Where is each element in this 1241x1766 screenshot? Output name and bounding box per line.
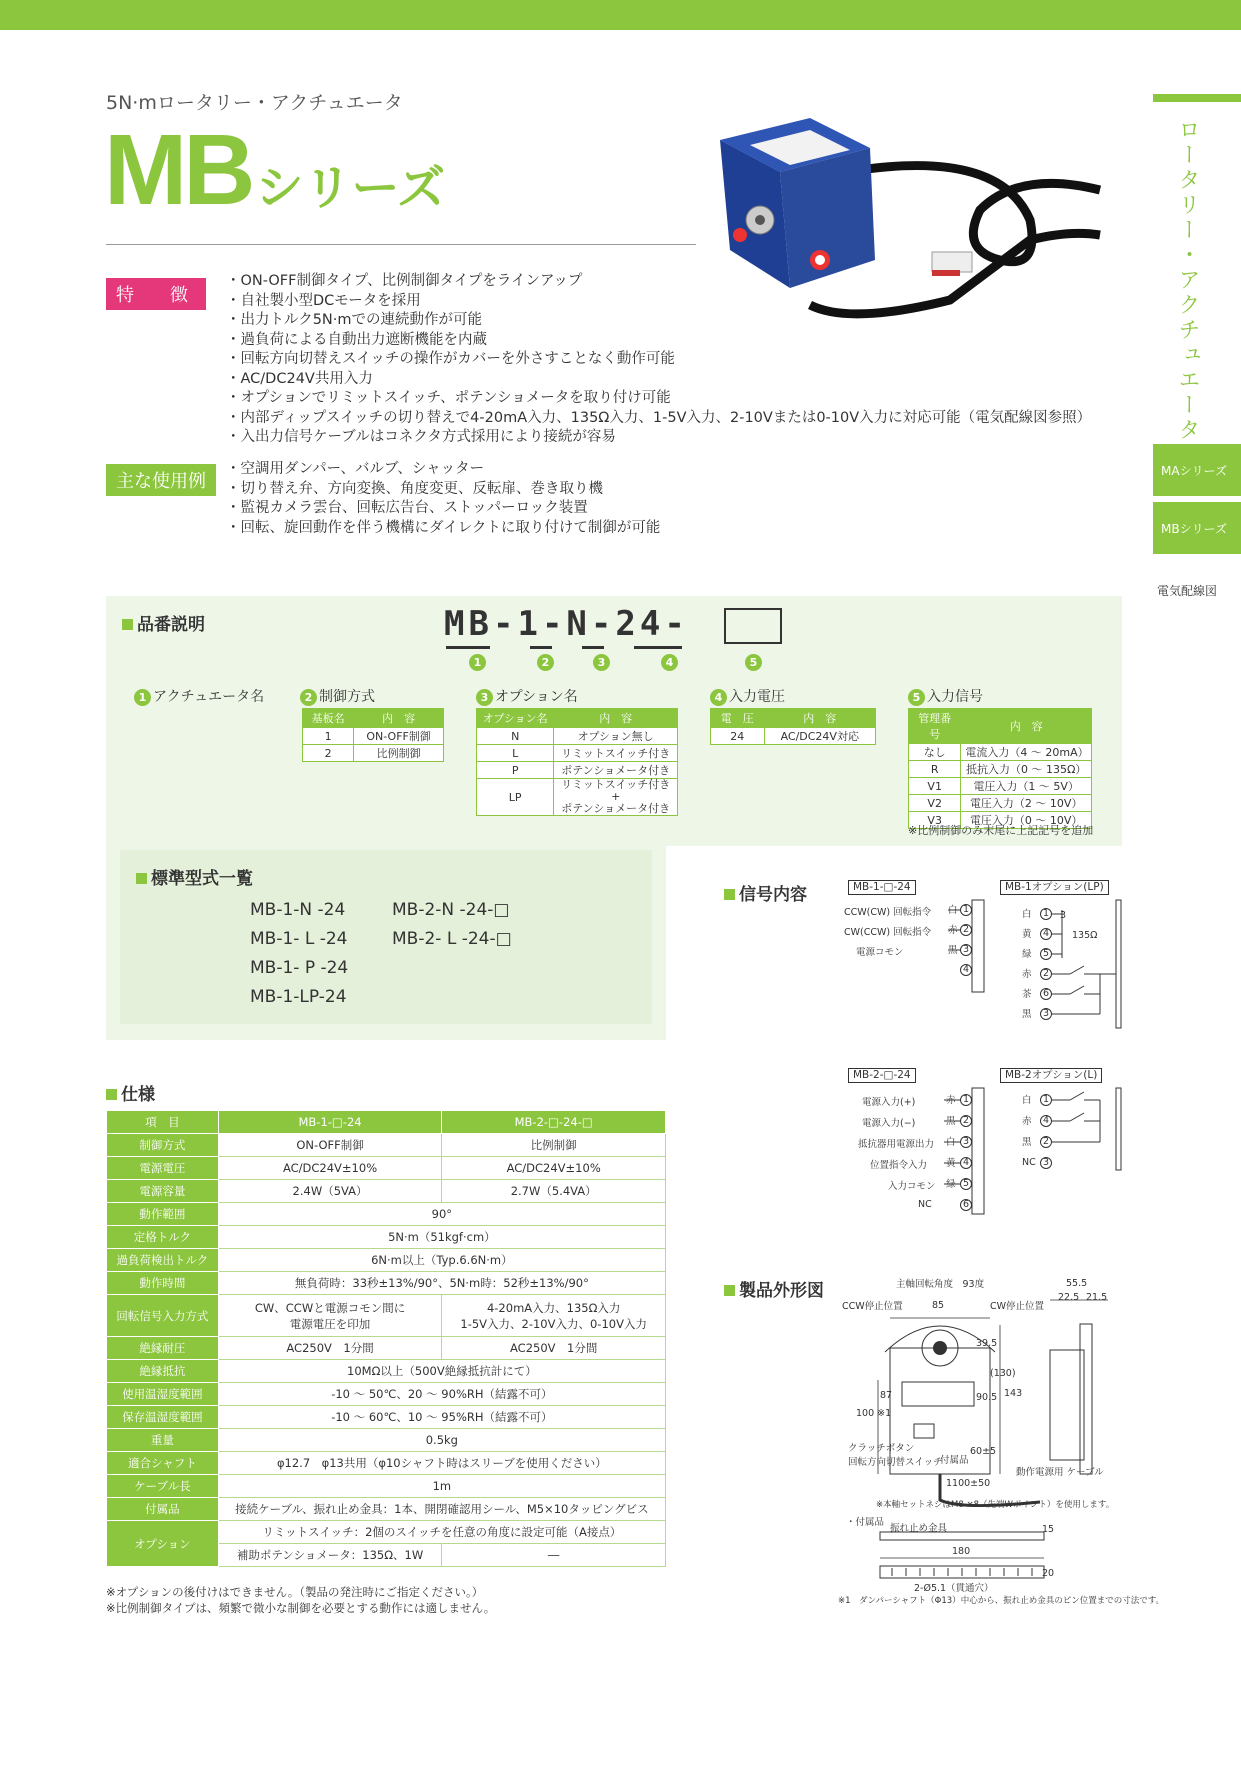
use-item: ・ 監視カメラ雲台、回転広告台、ストッパーロック装置: [226, 499, 660, 519]
use-item: ・ 切り替え弁、方向変換、角度変更、反転扉、巻き取り機: [226, 480, 660, 500]
mb1-label: CCW(CW) 回転指令: [844, 907, 932, 918]
dim: 143: [1004, 1388, 1023, 1399]
outline-foot: ※1 ダンパーシャフト（Φ13）中心から、振れ止め金具のピン位置までの寸法です。: [838, 1596, 1165, 1606]
wire-color: 黒: [1022, 1009, 1032, 1020]
side-rule: [1153, 94, 1241, 102]
top-bar: [0, 0, 1241, 30]
page-subtitle: 5N·mロータリー・アクチュエータ: [106, 92, 403, 114]
mb2-label: NC: [918, 1199, 932, 1210]
pin-num: 5: [963, 1178, 970, 1189]
use-item: ・ 空調用ダンパー、バルブ、シャッター: [226, 460, 660, 480]
voltage-table: 電 圧 内 容 24 AC/DC24V対応: [710, 708, 876, 745]
side-vertical-title: ロータリー・アクチュエータ: [1175, 118, 1200, 443]
outline-acc-head: ・付属品: [846, 1517, 885, 1528]
wire-color: 緑: [1022, 949, 1032, 960]
dim: 85: [932, 1300, 945, 1311]
outline-bracket: 振れ止め金具: [890, 1523, 948, 1534]
series-main: MB: [104, 114, 252, 226]
mb2-opt-schematic: [1000, 1084, 1122, 1174]
wire-color: 赤: [948, 925, 958, 936]
pin-num: 4: [963, 964, 970, 975]
std-model: MB-2-N -24-□: [392, 900, 510, 920]
uses-label: 主な使用例: [106, 464, 216, 496]
pn-num-1: 1: [469, 654, 486, 671]
pin-num: 3: [1043, 1157, 1050, 1168]
actuator-title: 1 アクチュエータ名: [134, 686, 264, 706]
feature-item: ・ AC/DC24V共用入力: [226, 370, 1091, 390]
wire-color: 白: [948, 905, 958, 916]
wire-color: 茶: [1022, 989, 1032, 1000]
feature-item: ・ 自社製小型DCモータを採用: [226, 292, 1091, 312]
dim: 55.5: [1066, 1278, 1088, 1289]
signals-heading: 信号内容: [724, 880, 807, 905]
pn-underline: [582, 646, 604, 649]
mb2-label: 位置指令入力: [870, 1160, 928, 1171]
std-model: MB-1-N -24: [250, 900, 346, 920]
pin-num: 4: [1043, 928, 1050, 939]
wire-color: 黄: [946, 1158, 956, 1169]
wire-color: 黄: [1022, 929, 1032, 940]
pn-underline: [530, 646, 552, 649]
pin-num: 1: [1043, 908, 1050, 919]
uses-list: [226, 460, 660, 538]
outline-cable: 動作電源用 ケーブル: [1016, 1467, 1104, 1478]
wire-color: 白: [1022, 1095, 1032, 1106]
wire-color: 赤: [946, 1095, 956, 1106]
signal-table: 管理番号 内 容 なし 電流入力（4 ～ 20mA） R 抵抗入力（0 ～ 135Ω） V1 電圧入力（1 ～ 5V） V2 電圧入力（2 ～ 10V） V3 電圧入力（0 ～ 10V）: [908, 708, 1092, 829]
spec-table: 項 目 MB-1-□-24 MB-2-□-24-□ 制御方式 ON-OFF制御 比例制御 電源電圧 AC/DC24V±10% AC/DC24V±10% 電源容量 2.4W（5VA） 2.7W（5.4VA） 動作範囲 90° 定格トルク 5N·m（51kgf·cm） 過負荷検出トルク 6N·m以上（Typ.6.6N·m） 動作時間 無負荷時：33秒±13%/90°、5N·m時：52秒±13%/90° 回転信号入力方式 CW、CCWと電源コモン間に 電源電圧を印加 4-20mA入力、135Ω入力 1-5V入力、2-10V入力、0-10V入力 絶縁耐圧 AC250V 1分間 AC250V 1分間 絶縁抵抗 10MΩ以上（500V絶縁抵抗計にて） 使用温湿度範囲 -10 ～ 50℃、20 ～ 90%RH（結露不可） 保存温湿度範囲 -10 ～ 60℃、10 ～ 95%RH（結露不可） 重量 0.5kg 適合シャフト φ12.7 φ13共用（φ10シャフト時はスリーブを使用ください） ケーブル長 1m 付属品 接続ケーブル、振れ止め金具：1本、開閉確認用シール、M5×10タッピングビス オプション リミットスイッチ：2個のスイッチを任意の角度に設定可能（A接点） 補助ポテンショメータ：135Ω、1W ―: [106, 1110, 666, 1567]
pn-num-2: 2: [537, 654, 554, 671]
mb1-label: 電源コモン: [856, 947, 904, 958]
pin-num: 2: [1043, 968, 1050, 979]
std-model: MB-1- L -24: [250, 929, 348, 949]
part-number-code: M B - 1 - N - 2 4 -: [444, 604, 689, 644]
control-table: 基板名 内 容 1 ON-OFF制御 2 比例制御: [302, 708, 444, 762]
tab-mb-series[interactable]: MBシリーズ: [1153, 502, 1241, 554]
std-model: MB-1- P -24: [250, 958, 349, 978]
title-rule: [106, 244, 696, 245]
outline-ccw: CCW停止位置: [842, 1301, 903, 1312]
link-wiring[interactable]: 電気配線図: [1157, 583, 1218, 598]
dim: 15: [1042, 1524, 1055, 1535]
pin-num: 2: [1043, 1136, 1050, 1147]
outline-angle: 主軸回転角度 93度: [896, 1279, 985, 1290]
wire-color: 白: [1022, 909, 1032, 920]
dim: 1100±50: [946, 1478, 991, 1489]
option-title: 3 オプション名: [476, 686, 578, 706]
pin-num: 1: [963, 1094, 970, 1105]
part-number-blank-box: [724, 608, 782, 644]
std-model: MB-1-LP-24: [250, 987, 347, 1007]
part-number-heading: 品番説明: [122, 610, 205, 635]
mb2-opt-box: MB-2オプション(L): [1000, 1068, 1102, 1083]
use-item: ・ 回転、旋回動作を伴う機構にダイレクトに取り付けて制御が可能: [226, 519, 660, 539]
outline-screw-note: ※本軸セットネジはM8 ×8（先端Wポイント）を使用します。: [876, 1500, 1115, 1510]
feature-item: ・ 回転方向切替えスイッチの操作がカバーを外さすことなく動作可能: [226, 350, 1091, 370]
feature-item: ・ 入出力信号ケーブルはコネクタ方式採用により接続が容易: [226, 428, 1091, 448]
dim: 180: [952, 1546, 971, 1557]
mb2-label: 入力コモン: [888, 1181, 936, 1192]
wire-color: 赤: [1022, 969, 1032, 980]
dim: 22.5: [1058, 1292, 1080, 1303]
spec-notes: ※オプションの後付けはできません。（製品の発注時にご指定ください。） ※比例制御タイプは、頻繁で微小な制御を必要とする動作には適しません。: [106, 1585, 496, 1615]
dim: 60±5: [970, 1446, 997, 1457]
pn-num-3: 3: [593, 654, 610, 671]
pin-num: 4: [963, 1157, 970, 1168]
outline-holes: 2-Ø5.1（貫通穴）: [914, 1583, 994, 1594]
pin-num: 2: [963, 1115, 970, 1126]
features-label: 特 徴: [106, 278, 206, 310]
outline-heading: 製品外形図: [724, 1276, 824, 1301]
wire-color: 黒: [1022, 1137, 1032, 1148]
mb2-box: MB-2-□-24: [848, 1068, 916, 1083]
pin-num: 3: [963, 1136, 970, 1147]
standard-models-heading: 標準型式一覧: [136, 864, 253, 889]
pin-num: 3: [963, 944, 970, 955]
feature-item: ・ 内部ディップスイッチの切り替えで4-20mA入力、135Ω入力、1-5V入力、2-10Vまたは0-10V入力に対応可能（電気配線図参照）: [226, 409, 1091, 429]
pn-num-5: 5: [745, 654, 762, 671]
feature-item: ・ オプションでリミットスイッチ、ポテンショメータを取り付け可能: [226, 389, 1091, 409]
dim: 87: [880, 1390, 893, 1401]
pin-num: 5: [1043, 948, 1050, 959]
pin-num: 2: [963, 924, 970, 935]
std-models-col1: [250, 896, 348, 1012]
dim: 90.5: [976, 1392, 998, 1403]
mb1-opt-box: MB-1オプション(LP): [1000, 880, 1109, 895]
wire-color: 黒: [948, 945, 958, 956]
wire-color: 黒: [946, 1116, 956, 1127]
option-table: オプション名 内 容 N オプション無し L リミットスイッチ付き P ポテンショメータ付き LP リミットスイッチ付き + ポテンショメータ付き: [476, 708, 678, 816]
feature-item: ・ 過負荷による自動出力遮断機能を内蔵: [226, 331, 1091, 351]
control-title: 2 制御方式: [300, 686, 375, 706]
feature-item: ・ ON-OFF制御タイプ、比例制御タイプをラインアップ: [226, 272, 1091, 292]
wire-color: 緑: [946, 1179, 956, 1190]
dim: 21.5: [1086, 1292, 1108, 1303]
wire-color: 白: [946, 1137, 956, 1148]
pin-num: 3: [1043, 1008, 1050, 1019]
pin-num: 4: [1043, 1115, 1050, 1126]
outline-dirsw: 回転方向切替スイッチ: [848, 1457, 943, 1468]
pin-num: 6: [1043, 988, 1050, 999]
std-model: MB-2- L -24-□: [392, 929, 512, 949]
spec-heading: 仕様: [106, 1080, 155, 1105]
outline-clutch: クラッチボタン: [848, 1443, 915, 1454]
signal-note: ※比例制御のみ末尾に上記記号を追加: [908, 824, 1094, 837]
wire-color: 赤: [1022, 1116, 1032, 1127]
mb2-label: 電源入力(−): [862, 1118, 916, 1129]
pn-num-4: 4: [661, 654, 678, 671]
mb1-label: CW(CCW) 回転指令: [844, 927, 932, 938]
pin-num: 6: [963, 1199, 970, 1210]
mb1-box: MB-1-□-24: [848, 880, 916, 895]
pot-tap: 3: [1060, 910, 1067, 921]
pin-num: 1: [963, 904, 970, 915]
features-list: [226, 272, 1091, 448]
dim: 39.5: [976, 1338, 998, 1349]
pn-underline: [446, 646, 490, 649]
mb2-label: 電源入力(+): [862, 1097, 916, 1108]
signal-title: 5 入力信号: [908, 686, 983, 706]
dim: 100 ※1: [856, 1408, 892, 1419]
outline-cw: CW停止位置: [990, 1301, 1045, 1312]
dim: 20: [1042, 1568, 1055, 1579]
tab-ma-series[interactable]: MAシリーズ: [1153, 444, 1241, 496]
wire-color: NC: [1022, 1157, 1036, 1168]
feature-item: ・ 出力トルク5N·mでの連続動作が可能: [226, 311, 1091, 331]
series-suffix: シリーズ: [255, 162, 446, 215]
outline-accessory: 付属品: [940, 1455, 969, 1466]
voltage-title: 4 入力電圧: [710, 686, 785, 706]
mb2-label: 抵抗器用電源出力: [858, 1139, 935, 1150]
dim: (130): [990, 1368, 1016, 1379]
series-title: [104, 114, 446, 226]
pot-ohm: 135Ω: [1072, 930, 1098, 941]
std-models-col2: [392, 896, 512, 954]
pn-underline: [634, 646, 682, 649]
pin-num: 1: [1043, 1094, 1050, 1105]
